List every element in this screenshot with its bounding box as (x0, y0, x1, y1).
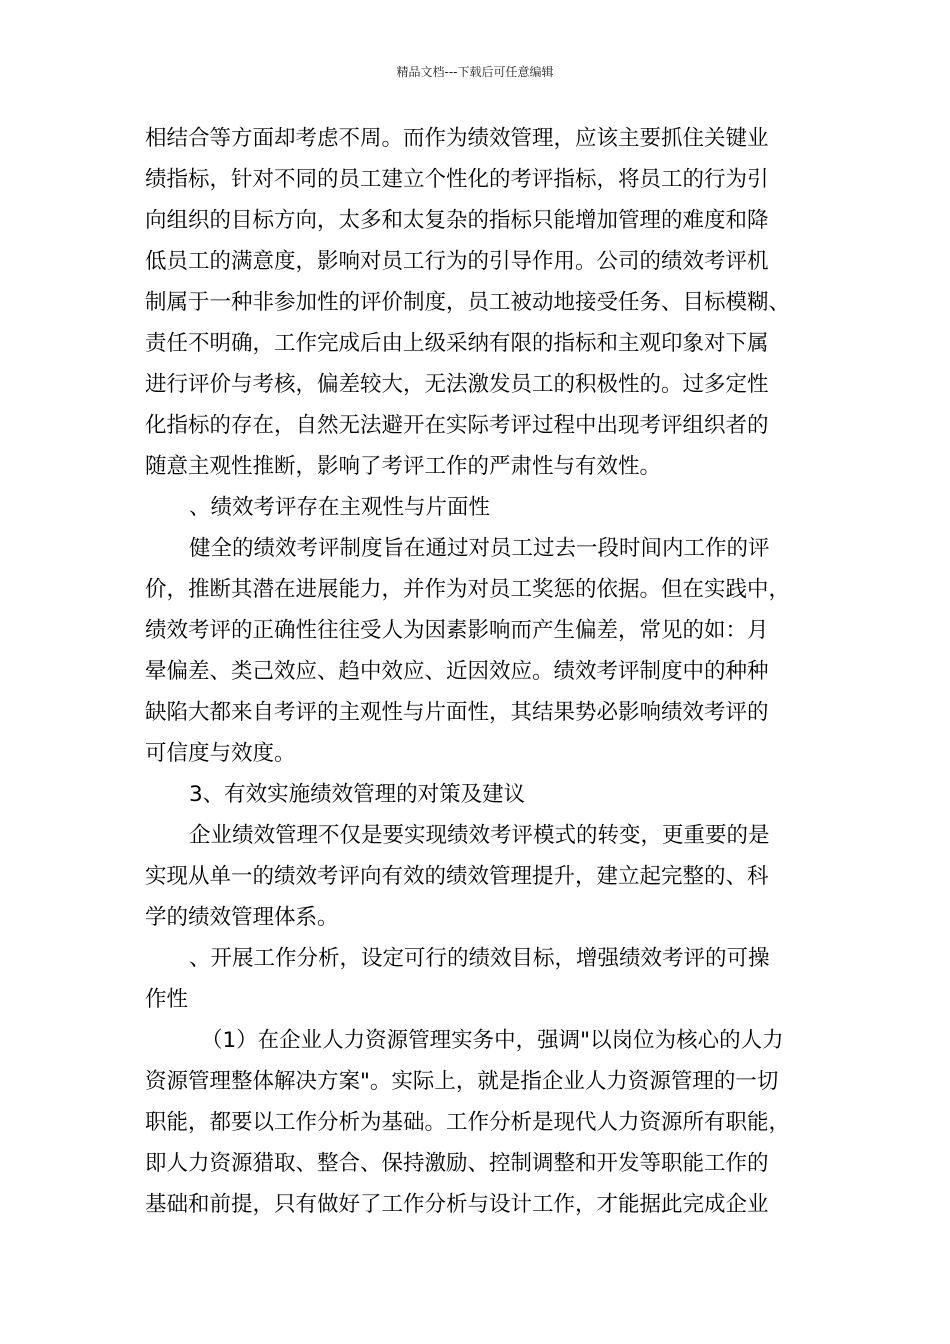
text-line: 价，推断其潜在进展能力，并作为对员工奖惩的依据。但在实践中， (145, 577, 791, 602)
text-line: 向组织的目标方向，太多和太复杂的指标只能增加管理的难度和降 (145, 208, 769, 233)
text-line: 基础和前提，只有做好了工作分析与设计工作，才能据此完成企业 (145, 1192, 769, 1217)
text-line: 绩指标，针对不同的员工建立个性化的考评指标，将员工的行为引 (145, 167, 769, 192)
text-line: （1）在企业人力资源管理实务中，强调"以岗位为核心的人力 (201, 1028, 784, 1053)
text-line: 晕偏差、类己效应、趋中效应、近因效应。绩效考评制度中的种种 (145, 659, 769, 684)
text-line: 化指标的存在，自然无法避开在实际考评过程中出现考评组织者的 (145, 413, 769, 438)
text-line: 随意主观性推断，影响了考评工作的严肃性与有效性。 (145, 454, 662, 479)
text-line: 缺陷大都来自考评的主观性与片面性，其结果势必影响绩效考评的 (145, 700, 769, 725)
text-line: 实现从单一的绩效考评向有效的绩效管理提升，建立起完整的、科 (145, 864, 769, 889)
text-line: 低员工的满意度，影响对员工行为的引导作用。公司的绩效考评机 (145, 249, 769, 274)
text-line: 相结合等方面却考虑不周。而作为绩效管理，应该主要抓住关键业 (145, 126, 769, 151)
section-heading: 、绩效考评存在主观性与片面性 (189, 495, 491, 520)
section-heading: 3、有效实施绩效管理的对策及建议 (189, 782, 526, 807)
text-line: 作性 (145, 987, 189, 1012)
text-line: 绩效考评的正确性往往受人为因素影响而产生偏差，常见的如：月 (145, 618, 769, 643)
text-line: 制属于一种非参加性的评价制度，员工被动地接受任务、目标模糊、 (145, 290, 791, 315)
text-line: 职能，都要以工作分析为基础。工作分析是现代人力资源所有职能， (145, 1110, 791, 1135)
text-line: 即人力资源猎取、整合、保持激励、控制调整和开发等职能工作的 (145, 1151, 769, 1176)
text-line: 企业绩效管理不仅是要实现绩效考评模式的转变，更重要的是 (189, 823, 770, 848)
text-line: 资源管理整体解决方案"。实际上，就是指企业人力资源管理的一切 (145, 1069, 779, 1094)
page-header: 精品文档---下载后可任意编辑 (396, 65, 554, 79)
text-line: 责任不明确，工作完成后由上级采纳有限的指标和主观印象对下属 (145, 331, 769, 356)
text-line: 进行评价与考核，偏差较大，无法激发员工的积极性的。过多定性 (145, 372, 769, 397)
text-line: 学的绩效管理体系。 (145, 905, 339, 930)
document-body (145, 118, 810, 1225)
text-line: 健全的绩效考评制度旨在通过对员工过去一段时间内工作的评 (189, 536, 770, 561)
section-heading: 、开展工作分析，设定可行的绩效目标，增强绩效考评的可操 (189, 946, 770, 971)
text-line: 可信度与效度。 (145, 741, 296, 766)
